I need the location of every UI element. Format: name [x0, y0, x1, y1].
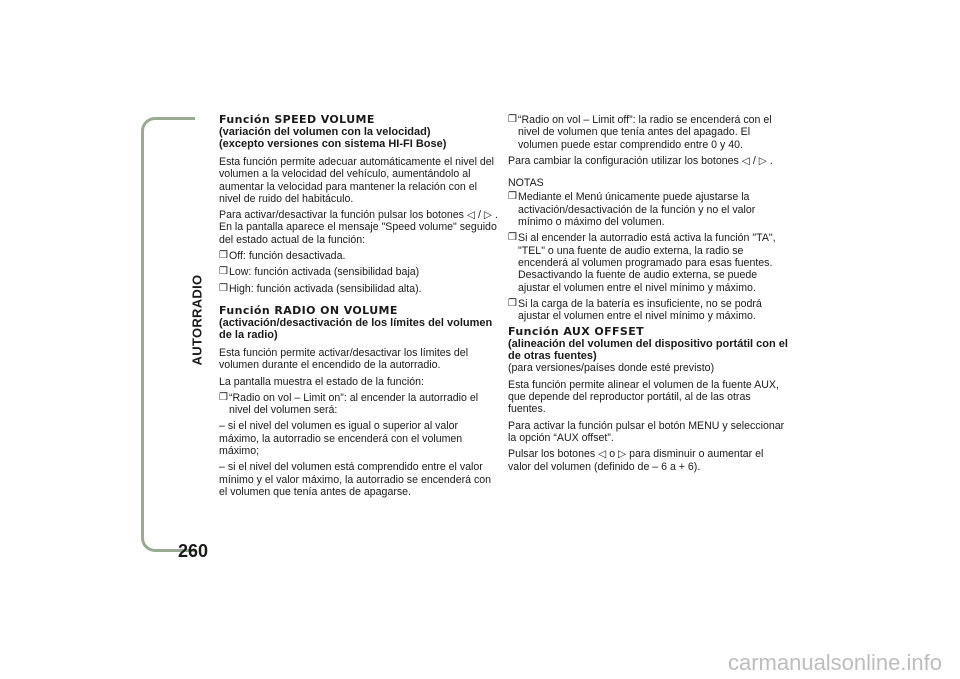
list-item-text: High: función activada (sensibilidad alta).: [229, 282, 422, 295]
speed-volume-title: Función SPEED VOLUME: [219, 113, 375, 126]
paragraph: Para cambiar la configuración utilizar los botones ◁ / ▷ .: [508, 154, 773, 167]
list-item-text: Mediante el Menú únicamente puede ajustarse la activación/desactivación de la función y no el valor mínimo o máximo del volumen.: [518, 191, 756, 229]
aux-offset-title: Función AUX OFFSET: [508, 325, 645, 339]
list-item: [219, 250, 499, 262]
list-item: [219, 392, 499, 417]
checkbox-bullet-icon: ❒: [219, 266, 228, 278]
section-tab-frame: [141, 117, 195, 552]
watermark: carmanualsonline.info: [727, 650, 942, 675]
checkbox-bullet-icon: ❒: [219, 391, 228, 403]
speed-volume-section: [219, 114, 499, 295]
paragraph: La pantalla muestra el estado de la función:: [219, 375, 424, 388]
notes-title: NOTAS: [508, 177, 544, 190]
list-item: [508, 298, 788, 323]
radio-on-volume-title: Función RADIO ON VOLUME: [219, 303, 398, 317]
availability-note: (para versiones/países donde esté previsto): [508, 362, 715, 375]
left-column: [219, 114, 499, 508]
list-item: [508, 191, 788, 228]
paragraph: Pulsar los botones ◁ o ▷ para disminuir o aumentar el valor del volumen (definido de – 6 a + 6).: [508, 448, 764, 473]
list-item: [219, 283, 499, 295]
checkbox-bullet-icon: ❒: [508, 191, 517, 203]
checkbox-bullet-icon: ❒: [219, 282, 228, 294]
list-item-text: Off: función desactivada.: [229, 250, 346, 263]
list-item-text: “Radio on vol – Limit on”: al encender la autorradio el nivel del volumen será:: [229, 391, 479, 417]
right-column: [508, 114, 788, 483]
list-item: [508, 114, 788, 151]
paragraph: Para activar/desactivar la función pulsar los botones ◁ / ▷ . En la pantalla aparece el mensaje "Speed volume" seguido del estado actual de la función:: [219, 209, 498, 246]
section-side-label: AUTORRADIO: [189, 274, 205, 366]
radio-on-volume-section: [219, 305, 499, 498]
list-item-text: Si al encender la autorradio está activa la función "TA", "TEL" o una fuente de audio externa, la radio se encenderá al volumen programado para esas fuentes. Desactivando la fuente de audio externa, se puede ajustar el volumen entre el nivel mínimo y máximo.: [518, 232, 776, 294]
paragraph: Para activar la función pulsar el botón MENU y seleccionar la opción “AUX offset”.: [508, 419, 785, 444]
checkbox-bullet-icon: ❒: [508, 297, 517, 309]
radio-on-volume-subtitle: (activación/desactivación de los límites del volumen de la radio): [219, 316, 493, 341]
page-number: 260: [177, 541, 209, 561]
checkbox-bullet-icon: ❒: [219, 250, 228, 262]
paragraph: Esta función permite alinear el volumen de la fuente AUX, que depende del reproductor portátil, al de las otras fuentes.: [508, 378, 779, 416]
aux-offset-subtitle: (alineación del volumen del dispositivo portátil con el de otras fuentes): [508, 338, 788, 363]
paragraph: Esta función permite adecuar automáticamente el nivel del volumen a la velocidad del vehículo, aumentándolo al aumentar la velocidad para mantener la relación con el nivel de ruido del habitáculo.: [219, 156, 495, 205]
paragraph: Esta función permite activar/desactivar los límites del volumen durante el encendido de la autorradio.: [219, 346, 469, 372]
list-item: [219, 266, 499, 278]
list-item: [508, 232, 788, 293]
list-item-text: Si la carga de la batería es insuficiente, no se podrá ajustar el volumen entre el nivel mínimo y máximo.: [518, 297, 762, 323]
speed-volume-subtitle-1: (variación del volumen con la velocidad): [219, 126, 431, 138]
paragraph: – si el nivel del volumen es igual o superior al valor máximo, la autorradio se encenderá con el volumen máximo;: [219, 420, 463, 458]
speed-volume-subtitle-2: (excepto versiones con sistema HI-FI Bose): [219, 138, 447, 150]
paragraph: – si el nivel del volumen está comprendido entre el valor mínimo y el valor máximo, la autorradio se encenderá con el volumen que tenía antes de apagarse.: [219, 461, 492, 498]
list-item-text: “Radio on vol – Limit off”: la radio se encenderá con el nivel de volumen que tenía antes del apagado. El volumen puede estar comprendido entre 0 y 40.: [518, 114, 772, 151]
aux-offset-section: [508, 326, 788, 472]
checkbox-bullet-icon: ❒: [508, 232, 517, 244]
checkbox-bullet-icon: ❒: [508, 114, 517, 125]
list-item-text: Low: función activada (sensibilidad baja): [229, 266, 420, 279]
